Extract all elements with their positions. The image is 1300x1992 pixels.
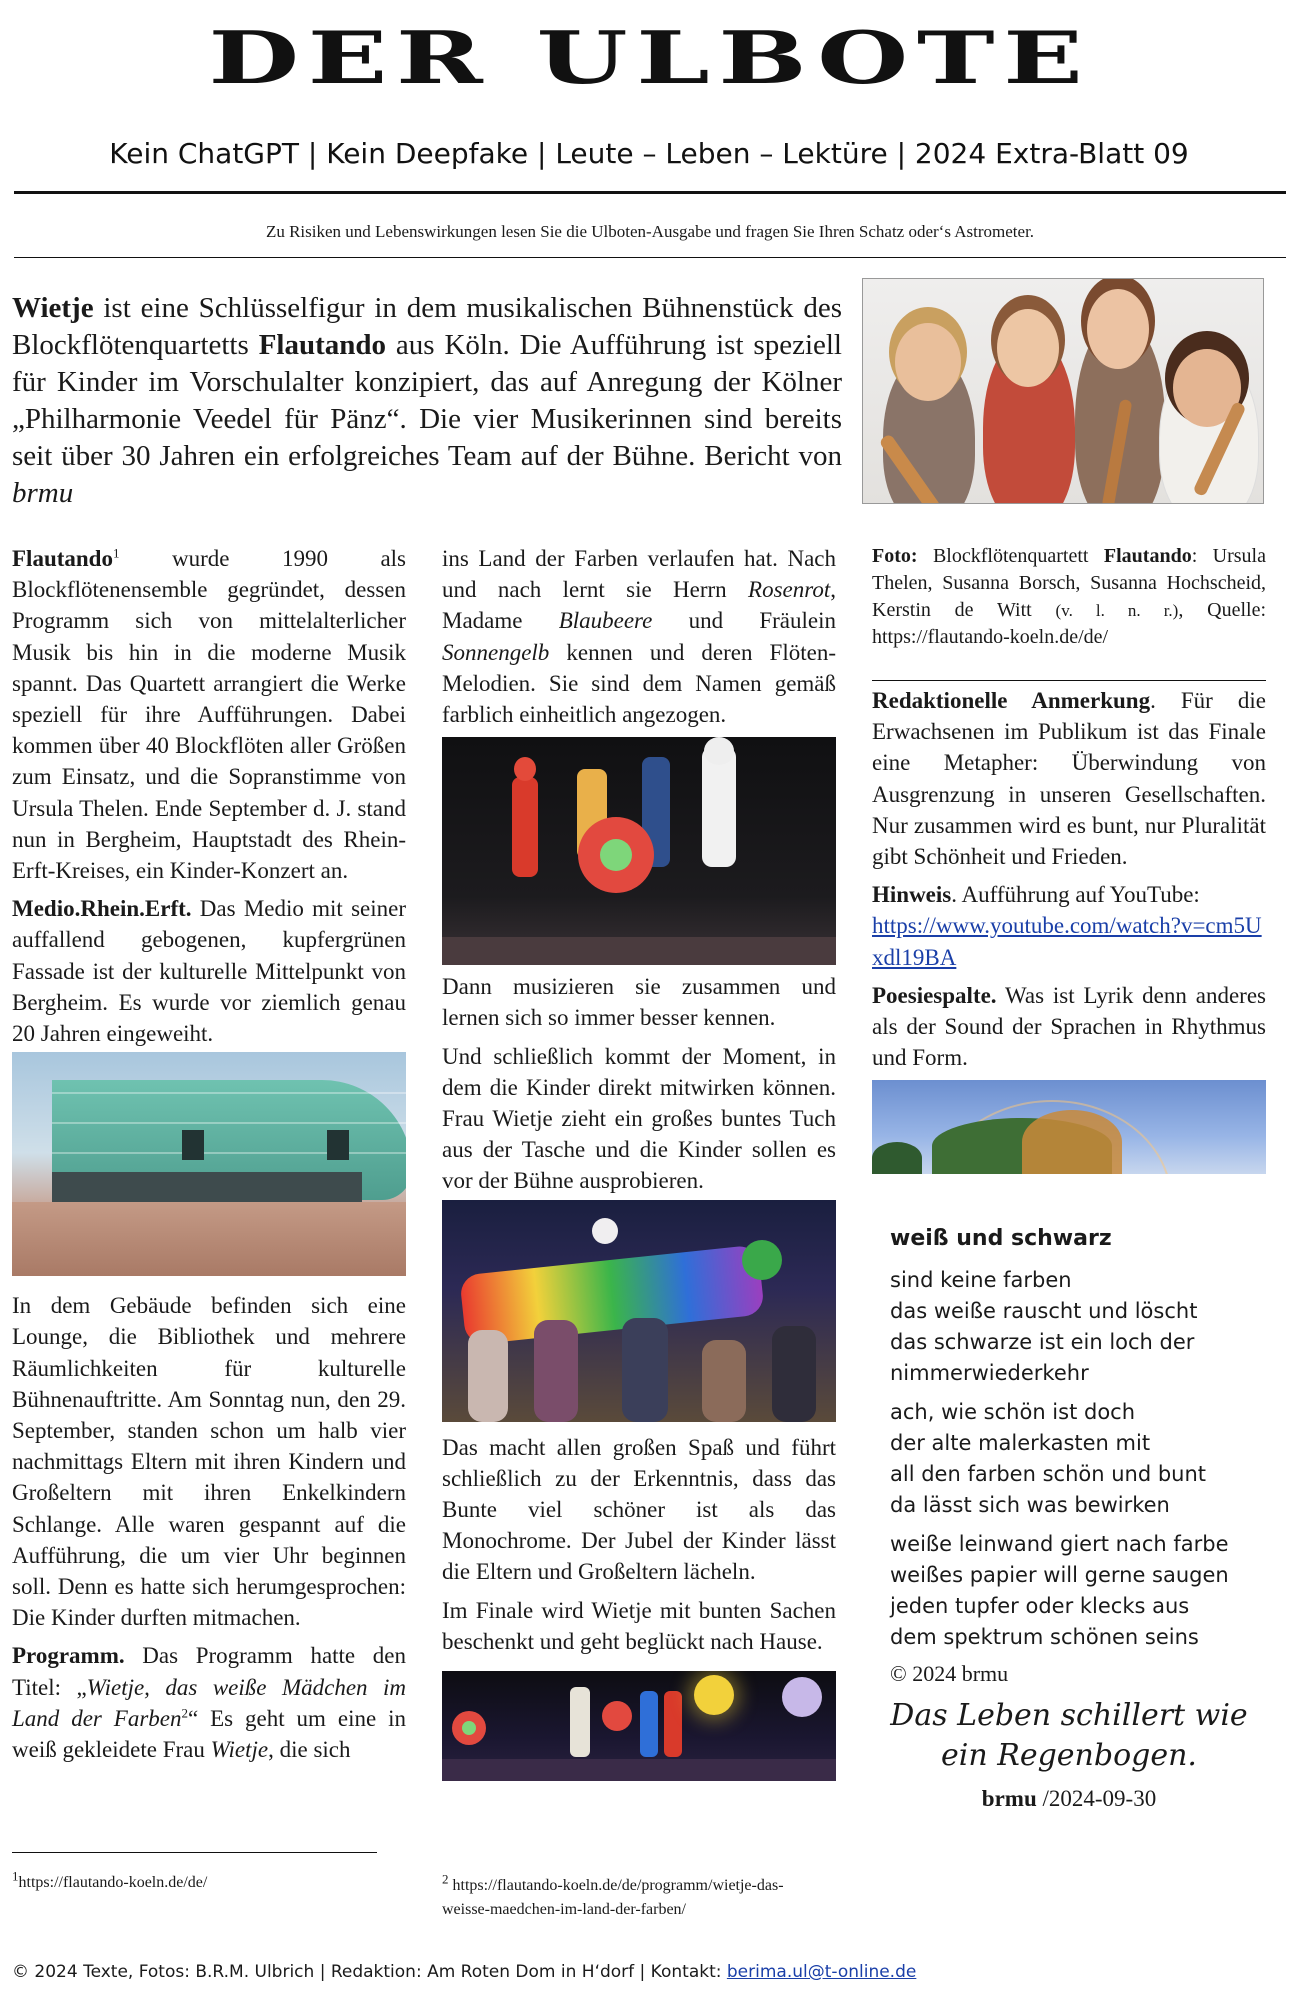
divider-thick — [14, 191, 1286, 194]
paragraph-redaktionelle-anmerkung: Redaktionelle Anmerkung. Für die Erwachsenen im Publikum ist das Finale eine Metapher: Überwindung von Ausgrenzung in unseren Gesellschaften. Nur zusammen wird es bunt, nur Pluralität gibt Schönheit und Frieden. — [872, 688, 1266, 870]
divider-thin — [14, 257, 1286, 258]
paragraph-land-der-farben: ins Land der Farben verlaufen hat. Nach und nach lernt sie Herrn Rosenrot, Madame Blaubeere und Fräulein Sonnengelb kennen und deren Flöten-Melodien. Sie sind dem Namen gemäß farblich einheitlich angezogen. — [442, 546, 836, 728]
paragraph-flautando: Flautando$^1$ wurde 1990 als Blockflötenensemble gegründet, dessen Programm sich von mittelalterlicher Musik bis hin in die moderne Musik spannt. Das Quartett arrangiert die Werke speziell für ihre Aufführungen. Dabei kommen über 40 Blockflöten aller Größen zum Einsatz, und die Sopranstimme von Ursula Thelen. Ende September d. J. stand nun in Bergheim, Hauptstadt des Rhein-Erft-Kreises, ein Kinder-Konzert an. — [12, 545, 406, 884]
paragraph-poesiespalte: Poesiespalte. Was ist Lyrik denn anderes als der Sound der Sprachen in Rhythmus und Form. — [872, 982, 1266, 1071]
poem-stanza-3: weiße leinwand giert nach farbe weißes papier will gerne saugen jeden tupfer oder klecks aus dem spektrum schönen seins — [890, 1532, 1229, 1649]
paragraph-medio: Medio.Rhein.Erft. Das Medio mit seiner auffallend gebogenen, kupfergrünen Fassade ist der kulturelle Mittelpunkt von Bergheim. Es wurde vor ziemlich genau 20 Jahren eingeweiht. — [12, 896, 406, 1047]
article-column-2 — [442, 543, 836, 1781]
article-column-1 — [12, 543, 406, 1772]
motto: Das Leben schillert wie ein Regenbogen. — [890, 1698, 1248, 1773]
paragraph-musizieren: Dann musizieren sie zusammen und lernen sich so immer besser kennen. — [442, 974, 836, 1031]
disclaimer: Zu Risiken und Lebenswirkungen lesen Sie die Ulboten-Ausgabe und fragen Sie Ihren Schatz oder‘s Astrometer. — [265, 222, 1035, 241]
contact-email-link[interactable]: berima.ul@t-online.de — [726, 1962, 917, 1982]
paragraph-hinweis: Hinweis. Aufführung auf YouTube: https://www.youtube.com/watch?v=cm5Uxdl19BA — [872, 882, 1262, 970]
paragraph-spass: Das macht allen großen Spaß und führt schließlich zu der Erkenntnis, dass das Bunte viel schöner ist als das Monochrome. Der Jubel der Kinder lässt die Eltern und Großeltern lächeln. — [442, 1434, 836, 1585]
poem-stanza-2: ach, wie schön ist doch der alte malerkasten mit all den farben schön und bunt da lässt sich was bewirken — [890, 1400, 1207, 1517]
signoff: brmu /2024-09-30 — [981, 1786, 1157, 1811]
poem-title: weiß und schwarz — [890, 1226, 1112, 1251]
youtube-link[interactable]: https://www.youtube.com/watch?v=cm5Uxdl19BA — [872, 913, 1262, 970]
footnote-divider — [12, 1852, 377, 1853]
paragraph-programm: Programm. Das Programm hatte den Titel: „Wietje, das weiße Mädchen im Land der Farben$^2$“ Es geht um eine in weiß gekleidete Frau Wietje, die sich — [12, 1643, 407, 1763]
page-footer: © 2024 Texte, Fotos: B.R.M. Ulbrich | Redaktion: Am Roten Dom in H‘dorf | Kontakt: berima.ul@t-online.de — [12, 1962, 917, 1982]
caption-divider — [872, 680, 1266, 681]
paragraph-finale: Im Finale wird Wietje mit bunten Sachen beschenkt und geht beglückt nach Hause. — [442, 1597, 836, 1654]
photo-caption: Foto: Blockflötenquartett Flautando: Ursula Thelen, Susanna Borsch, Susanna Hochscheid, Kerstin de Witt (v. l. n. r.), Quelle: https://flautando-koeln.de/de/ — [872, 545, 1267, 648]
footnote-1: $^1$https://flautando-koeln.de/de/ — [12, 1868, 208, 1891]
article-column-3 — [872, 543, 1266, 1174]
photo-rainbow-sky — [872, 1080, 1266, 1174]
poem-stanza-1: sind keine farben das weiße rauscht und löscht das schwarze ist ein loch der nimmerwiederkehr — [890, 1268, 1198, 1385]
poem-copyright: © 2024 brmu — [890, 1661, 1009, 1686]
lead-paragraph: Wietje ist eine Schlüsselfigur in dem musikalischen Bühnenstück des Blockflötenquartetts Flautando aus Köln. Die Aufführung ist speziell für Kinder im Vorschulalter konzipiert, das auf Anregung der Kölner „Philharmonie Veedel für Pänz“. Die vier Musikerinnen sind bereits seit über 30 Jahren ein erfolgreiches Team auf der Bühne. Bericht von brmu — [12, 292, 842, 509]
masthead: DER ULBOTE — [208, 15, 1092, 100]
poem-weiss-und-schwarz — [890, 1226, 1270, 1687]
photo-medio-building — [12, 1052, 406, 1276]
tagline: Kein ChatGPT | Kein Deepfake | Leute – Leben – Lektüre | 2024 Extra-Blatt 09 — [109, 137, 1189, 170]
photo-flautando-quartet — [862, 278, 1264, 504]
photo-stage-performance — [442, 737, 836, 965]
footnote-2: $^2$ https://flautando-koeln.de/de/programm/wietje-das-weisse-maedchen-im-land-der-farben/ — [442, 1871, 784, 1918]
photo-finale-stage — [442, 1671, 836, 1781]
paragraph-building: In dem Gebäude befinden sich eine Lounge, die Bibliothek und mehrere Räumlichkeiten für kulturelle Bühnenauftritte. Am Sonntag nun, den 29. September, standen schon um halb vier nachmittags Eltern mit ihren Kindern und Großeltern mit ihren Enkelkindern Schlange. Alle waren gespannt auf die Aufführung, die um vier Uhr beginnen soll. Denn es hatte sich herumgesprochen: Die Kinder durften mitmachen. — [12, 1293, 406, 1631]
paragraph-moment: Und schließlich kommt der Moment, in dem die Kinder direkt mitwirken können. Frau Wietje zieht ein großes buntes Tuch aus der Tasche und die Kinder sollen es vor der Bühne ausprobieren. — [442, 1043, 836, 1194]
photo-children-cloth — [442, 1200, 836, 1422]
